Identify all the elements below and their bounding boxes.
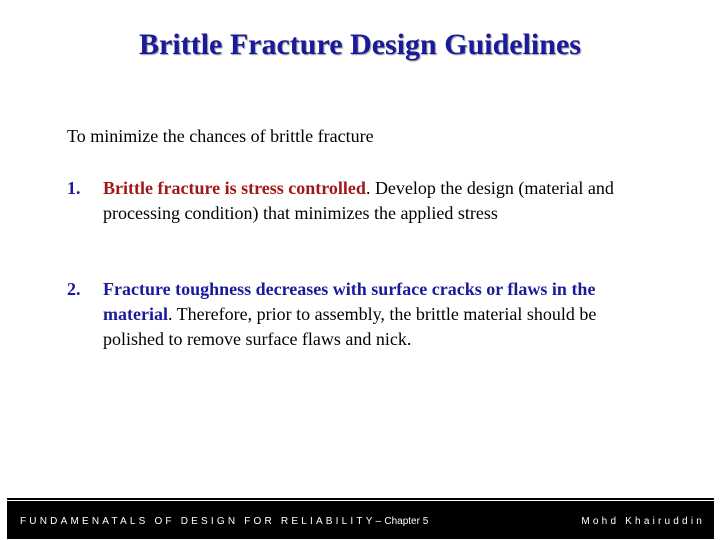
guideline-item-1 [67,176,657,226]
item-text: . Therefore, prior to assembly, the brittle material should be polished to remove surface flaws and nick. [103,304,597,349]
item-text: . Develop the design (material and processing condition) that minimizes the applied stress [103,178,614,223]
footer-divider [7,498,714,500]
item-body [103,277,657,352]
footer-chapter: Chapter 5 [384,516,429,527]
footer-course: FUNDAMENATALS OF DESIGN FOR RELIABILITY– [20,516,385,527]
slide-title: Brittle Fracture Design Guidelines [139,28,581,61]
item-emphasis: Brittle fracture is stress controlled [103,178,366,198]
item-emphasis: Fracture toughness decreases with surface cracks or flaws in the material [103,279,596,324]
footer-author: Mohd Khairuddin [581,516,705,527]
footer-course-title [20,516,428,527]
item-body [103,176,657,226]
item-number: 1. [67,178,81,198]
intro-text: To minimize the chances of brittle fracture [67,126,374,146]
guideline-item-2 [67,277,657,352]
item-number: 2. [67,279,81,299]
